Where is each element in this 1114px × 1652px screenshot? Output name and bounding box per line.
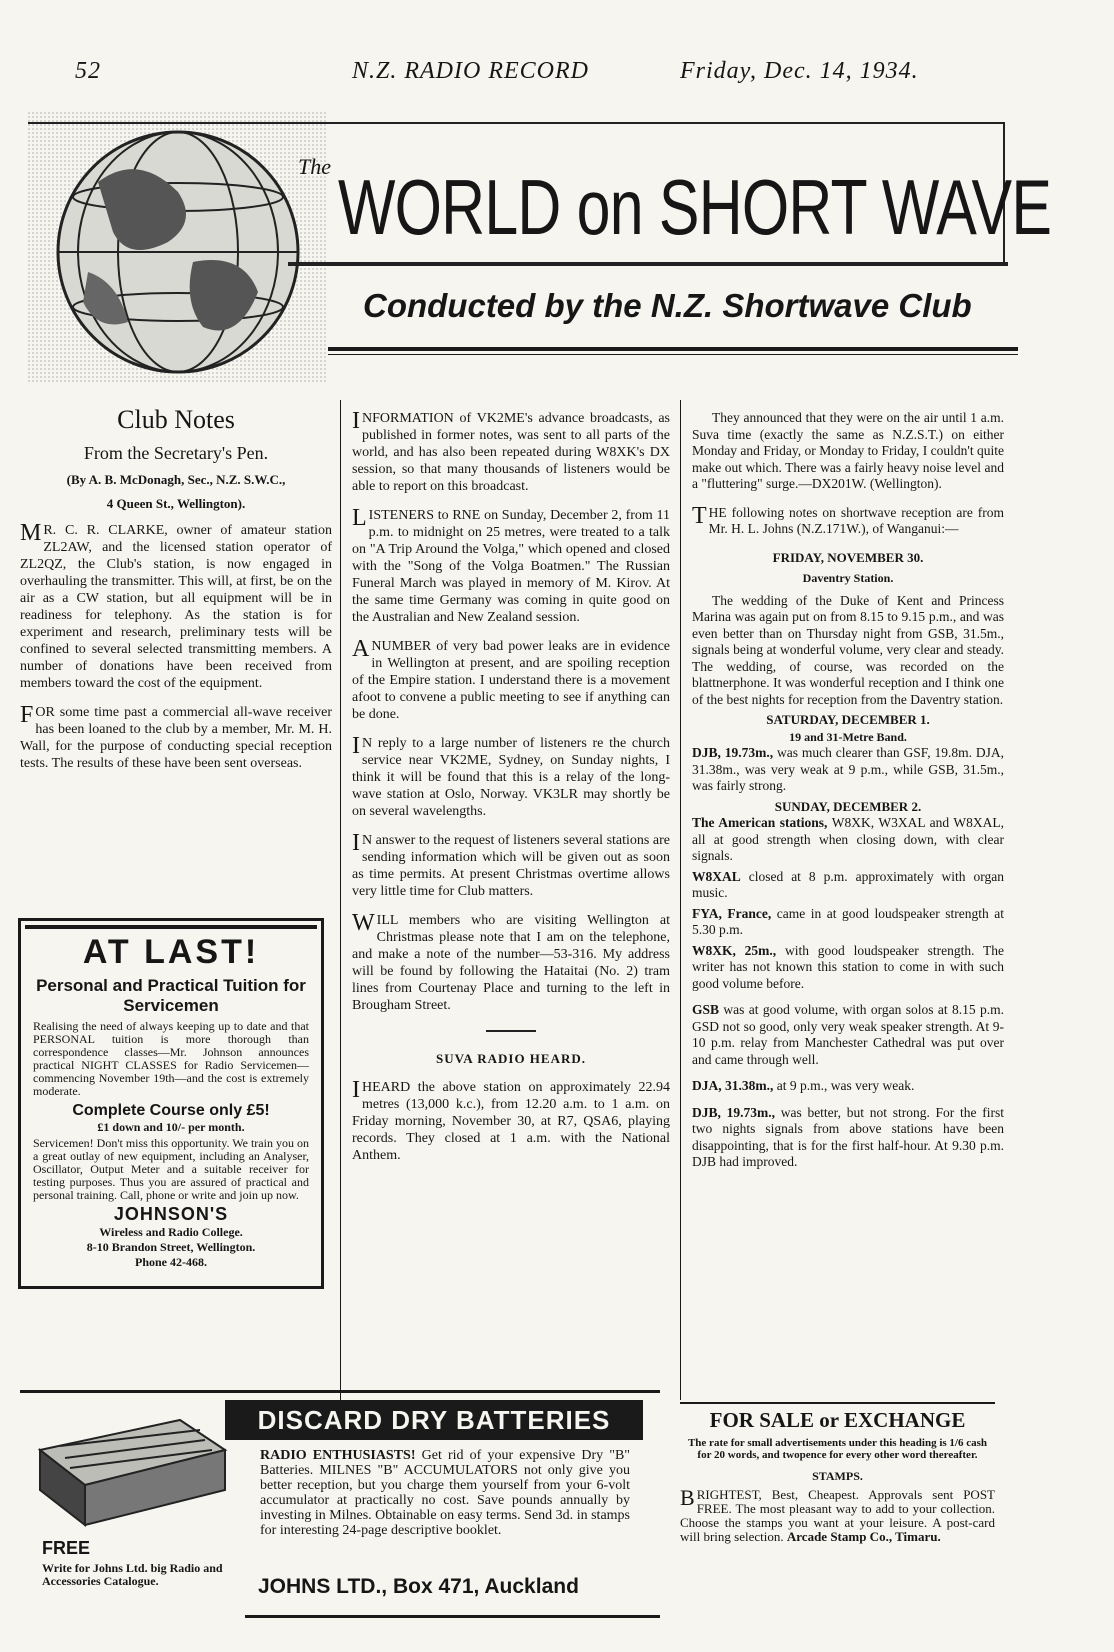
stamps-heading: STAMPS. [812,1469,863,1483]
friday-subheading: Daventry Station. [802,571,894,585]
paragraph-suva: IHEARD the above station on approximately 22.94 metres (13,000 k.c.), from 12.20 a.m. to 1 a.m. on Friday morning, November 30, at R7, QSA6, playing records. They closed at 1 a.m. with the National Anthem. [352,1077,670,1163]
saturday-heading: SATURDAY, DECEMBER 1. [766,712,930,727]
johnsons-college-ad [18,918,324,1289]
free-label: FREE [42,1538,91,1558]
globe-illustration [28,112,328,382]
publication-name: N.Z. RADIO RECORD [352,58,589,84]
paragraph-vk2me: INFORMATION of VK2ME's advance broadcasts, as published in former notes, was sent to all parts of the world, and has also been repeated during W8XK's DX session, so that many thousands of listeners would be able to report on this broadcast. [352,408,670,494]
byline-address: 4 Queen St., Wellington). [106,496,246,511]
paragraph-clarke: M R. C. R. CLARKE, owner of amateur station ZL2AW, and the licensed station operator of ZL2QZ, the Club's station, is now engaged in overhauling the transmitter. This will, at first, be on the air as a CW station, but all equipment will be in readiness for telephony. As the station is for experiment and research, preliminary tests will be confined to several selected transmitting members. A number of donations have been received from members toward the cost of the equipment. [20,520,332,691]
saturday-subheading: 19 and 31-Metre Band. [789,729,907,744]
issue-date: Friday, Dec. 14, 1934. [680,58,919,84]
ad-terms: £1 down and 10/- per month. [97,1120,245,1134]
paragraph-fya: FYA, France, came in at good loudspeaker strength at 5.30 p.m. [692,905,1004,937]
ad-brand: JOHNSON'S [113,1204,229,1224]
notes-column-3 [692,410,1004,1171]
ad-college: Wireless and Radio College. [99,1225,243,1239]
paragraph-power-leaks: ANUMBER of very bad power leaks are in evidence in Wellington at present, and are spoiling reception of the Empire station. I understand there is a movement afoot to convene a public meeting to see if anything can be done. [352,636,670,722]
banner-title-prefix: The [298,154,331,179]
club-notes-column [20,405,332,784]
paragraph-american: The American stations, W8XK, W3XAL and W8XAL, all at good strength when closing down, with clear signals. [692,815,1004,863]
milnes-batteries-ad [20,1390,660,1630]
banner-title: WORLD on SHORT WAVE [338,163,1052,251]
paragraph-dja: DJA, 31.38m., at 9 p.m., was very weak. [692,1078,915,1093]
paragraph-information: I N answer to the request of listeners several stations are sending information which will be given out as soon as time permits. At present Christmas overtime allows very little time for Club matters. [352,830,670,899]
paragraph-suva-cont: They announced that they were on the air until 1 a.m. Suva time (exactly the same as N.Z.S.T.) on either Monday and Friday, or Monday to Friday, I couldn't quite make out which. There was a fairly heavy noise level and a "fluttering" surge.—DX201W. (Wellington). [692,410,1004,491]
club-notes-heading: Club Notes [117,405,235,434]
banner-subtitle: Conducted by the N.Z. Shortwave Club [363,287,972,324]
paragraph-church-service: I N reply to a large number of listeners re the church service near VK2ME, Sydney, on Sunday nights, I think it will be found that this is a relay of the long-wave station at Oslo, Norway. VK3LR may shortly be on several wavelengths. [352,733,670,819]
batteries-body: RADIO ENTHUSIASTS! Get rid of your expensive Dry "B" Batteries. MILNES "B" ACCUMULATORS not only give you better reception, but you charge them yourself from your 6-volt accumulator at practically no cost. Save pounds annually by investing in Milnes. Obtainable on easy terms. Send 3d. in stamps for interesting 24-page descriptive booklet. [260,1448,631,1538]
sunday-heading: SUNDAY, DECEMBER 2. [774,798,922,814]
ad-course-price: Complete Course only £5! [72,1102,270,1119]
batteries-banner: DISCARD DRY BATTERIES [225,1400,643,1440]
ad-body-2: Servicemen! Don't miss this opportunity. We train you on a great outlay of new equipment, including an Analyser, Oscillator, Output Meter and a suitable receiver for testing purposes. Thus you are assured of practical and personal training. Call, phone or write and join up now. [33,1136,309,1202]
notes-column-2 [352,410,670,1176]
page-number: 52 [75,58,101,84]
ad-phone: Phone 42-468. [135,1255,207,1269]
free-catalogue-text: Write for Johns Ltd. big Radio and Accessories Catalogue. [42,1561,223,1588]
paragraph-djb-sat: DJB, 19.73m., was much clearer than GSF, 19.8m. DJA, 31.38m., was very weak at 9 p.m., while GSB, 31.5m., was fairly strong. [692,745,1004,793]
byline: (By A. B. McDonagh, Sec., N.Z. S.W.C., [66,472,286,487]
suva-heading: SUVA RADIO HEARD. [435,1051,587,1066]
classified-heading: FOR SALE or EXCHANGE [709,1408,966,1432]
paragraph-w8xal: W8XAL closed at 8 p.m. approximately with organ music. [692,868,1004,900]
ad-body: Realising the need of always keeping up to date and that PERSONAL tuition is more thorough than correspondence classes—Mr. Johnson announces practical NIGHT CLASSES for Radio Servicemen—commencing November 19th—and the cost is extremely moderate. [33,1019,309,1098]
paragraph-w8xk: W8XK, 25m., with good loudspeaker strength. The writer has not known this station to come in with such good volume before. [692,942,1004,991]
ad-subheadline: Personal and Practical Tuition for Servicemen [36,976,306,1015]
paragraph-receiver: FOR some time past a commercial all-wave receiver has been loaned to the club by a member, Mr. M. H. Wall, for the purpose of conducting special reception tests. The results of these have been sent overseas. [20,702,332,771]
classified-section [680,1408,995,1544]
paragraph-rne: LISTENERS to RNE on Sunday, December 2, from 11 p.m. to midnight on 25 metres, were treated to a talk on "A Trip Around the Volga," which opened and closed with the "Song of the Volga Boatmen." The Russian Funeral March was played in memory of M. Kirov. At the same time Germany was coming in quite good on the Australian and New Zealand session. [352,505,670,625]
paragraph-wedding: The wedding of the Duke of Kent and Princess Marina was again put on from 8.15 to 9.15 p.m., and was even better than on Thursday night from GSB, 31.5m., signals being at wonderful volume, very clear and steady. The wedding, of course, was recorded on the blattnerphone. It was wonderful reception and I think one of the best nights for reception from the Daventry station. [692,592,1004,707]
paragraph-johns-intro: THE following notes on shortwave reception are from Mr. H. L. Johns (N.Z.171W.), of Wanganui:— [692,502,1004,536]
stamps-listing: BRIGHTEST, Best, Cheapest. Approvals sent POST FREE. The most pleasant way to add to your collection. Choose the stamps you want at your leisure. A post-card will bring selection. Arcade Stamp Co., Timaru. [680,1485,995,1544]
ad-street: 8-10 Brandon Street, Wellington. [86,1240,256,1254]
paragraph-djb-sun: DJB, 19.73m., was better, but not strong. For the first two nights signals from above stations have been disappointing, that is for the first half-hour. At 9.30 p.m. DJB had improved. [692,1104,1005,1169]
section-banner [28,112,1052,382]
ad-headline: AT LAST! [82,933,260,971]
paragraph-christmas: WILL members who are visiting Wellington at Christmas please note that I am on the telephone, and make a note of the number—53-316. My address will be found by following the Hataitai (No. 2) tram lines from Courtenay Place and turning to the left in Brougham Street. [352,910,670,1013]
johns-ltd-address: JOHNS LTD., Box 471, Auckland [258,1575,579,1598]
friday-heading: FRIDAY, NOVEMBER 30. [772,549,924,565]
paragraph-gsb: GSB was at good volume, with organ solos at 8.15 p.m. GSD not so good, only very weak speaker strength. At 9-10 p.m. relay from Manchester Cathedral was put over and came through well. [692,1002,1004,1067]
classified-rates: The rate for small advertisements under this heading is 1/6 cash for 20 words, and twopence for every other word thereafter. [687,1437,988,1461]
accumulator-illustration [30,1410,230,1530]
club-notes-subheading: From the Secretary's Pen. [83,443,269,463]
